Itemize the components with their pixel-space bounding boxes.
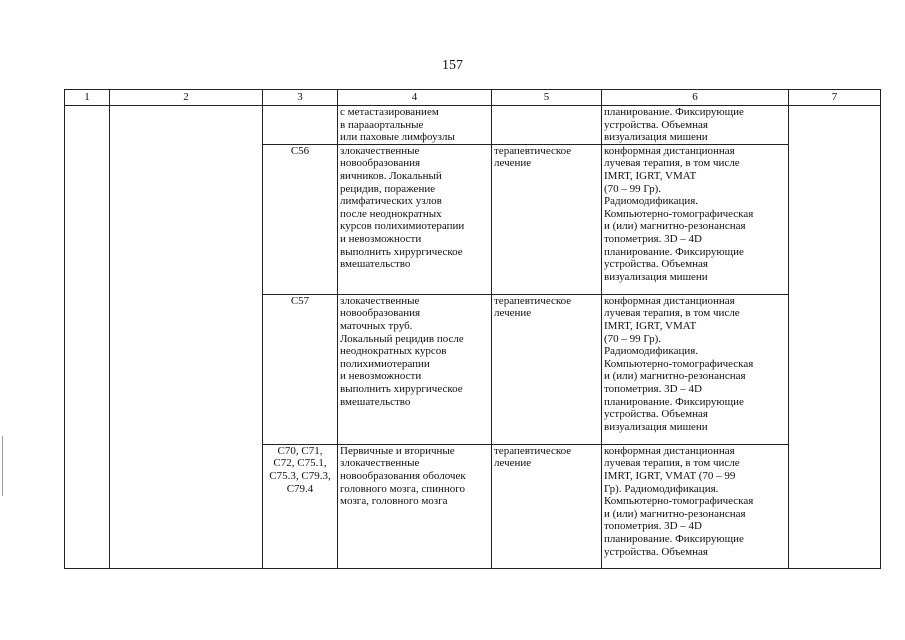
header-col-4: 4: [338, 90, 492, 106]
method-cell: планирование. Фиксирующие устройства. Объемная визуализация мишени: [602, 106, 789, 145]
procedures-table: [64, 89, 881, 569]
header-col-2: 2: [110, 90, 263, 106]
treatment-type-cell: терапевтическое лечение: [492, 294, 602, 444]
header-col-7: 7: [789, 90, 881, 106]
treatment-type-cell: терапевтическое лечение: [492, 444, 602, 568]
header-col-5: 5: [492, 90, 602, 106]
table-row: [65, 106, 881, 145]
diagnosis-cell: с метастазированием в парааортальные или паховые лимфоузлы: [338, 106, 492, 145]
code-cell: C70, C71, C72, C75.1, C75.3, C79.3, C79.4: [263, 444, 338, 568]
method-cell: конформная дистанционная лучевая терапия, в том числе IMRT, IGRT, VMAT (70 – 99 Гр). Радиомодификация. Компьютерно-томографическая и (или) магнитно-резонансная топометрия. 3D – 4D планирование. Фиксирующие устройства. Объемная визуализация мишени: [602, 144, 789, 294]
treatment-type-cell: терапевтическое лечение: [492, 144, 602, 294]
diagnosis-cell: злокачественные новообразования яичников. Локальный рецидив, поражение лимфатических узлов после неоднократных курсов полихимиотерапии и невозможности выполнить хирургическое вмешательство: [338, 144, 492, 294]
diagnosis-cell: Первичные и вторичные злокачественные новообразования оболочек головного мозга, спинного мозга, головного мозга: [338, 444, 492, 568]
cell-col-7: [789, 106, 881, 569]
header-col-1: 1: [65, 90, 110, 106]
code-cell: C57: [263, 294, 338, 444]
code-cell: [263, 106, 338, 145]
method-cell: конформная дистанционная лучевая терапия, в том числе IMRT, IGRT, VMAT (70 – 99 Гр). Радиомодификация. Компьютерно-томографическая и (или) магнитно-резонансная топометрия. 3D – 4D планирование. Фиксирующие устройства. Объемная: [602, 444, 789, 568]
cell-col-1: [65, 106, 110, 569]
method-cell: конформная дистанционная лучевая терапия, в том числе IMRT, IGRT, VMAT (70 – 99 Гр). Радиомодификация. Компьютерно-томографическая и (или) магнитно-резонансная топометрия. 3D – 4D планирование. Фиксирующие устройства. Объемная визуализация мишени: [602, 294, 789, 444]
cell-col-2: [110, 106, 263, 569]
header-col-6: 6: [602, 90, 789, 106]
scan-edge-mark: [2, 436, 3, 496]
diagnosis-cell: злокачественные новообразования маточных труб. Локальный рецидив после неоднократных курсов полихимиотерапии и невозможности выполнить хирургическое вмешательство: [338, 294, 492, 444]
code-cell: C56: [263, 144, 338, 294]
treatment-type-cell: [492, 106, 602, 145]
page-number: 157: [442, 58, 463, 73]
header-row: [65, 90, 881, 106]
header-col-3: 3: [263, 90, 338, 106]
